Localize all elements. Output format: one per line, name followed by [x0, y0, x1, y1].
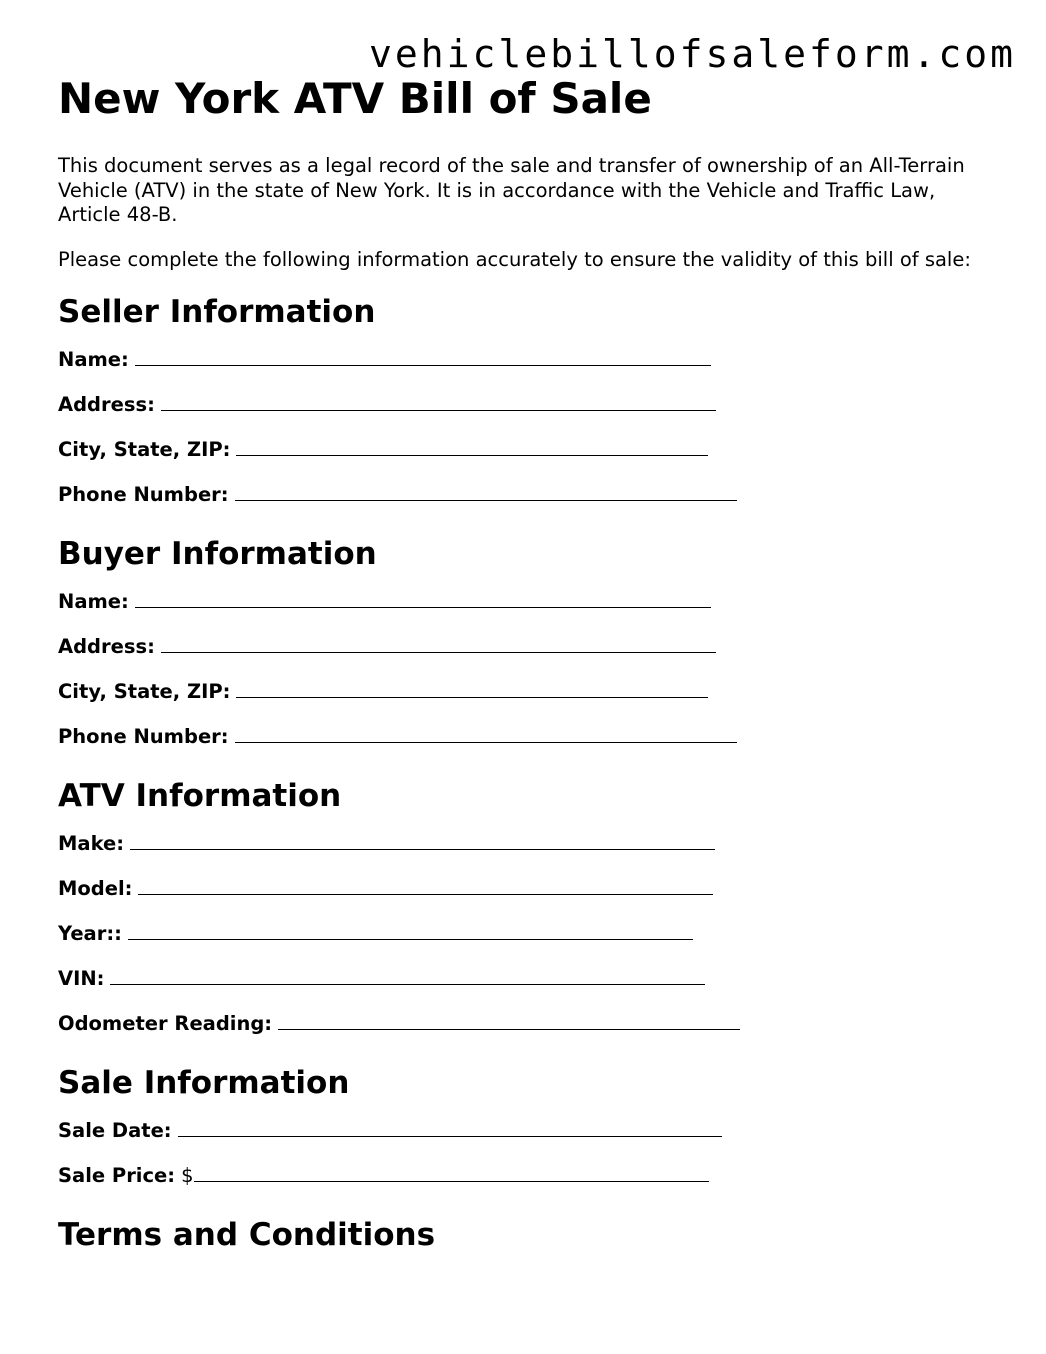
sale-price-field [58, 1162, 978, 1207]
buyer-phone-input[interactable] [235, 724, 737, 743]
buyer-address-field [58, 633, 978, 678]
buyer-phone-field [58, 723, 978, 768]
sale-date-label: Sale Date: [58, 1119, 172, 1142]
sale-section [58, 1063, 978, 1207]
atv-year-field [58, 920, 978, 965]
atv-model-label: Model: [58, 877, 133, 900]
seller-phone-input[interactable] [235, 482, 737, 501]
currency-symbol: $ [181, 1164, 194, 1187]
terms-heading: Terms and Conditions [58, 1217, 436, 1253]
site-watermark: vehiclebillofsaleform.com [369, 32, 1016, 76]
atv-model-field [58, 875, 978, 920]
seller-name-label: Name: [58, 348, 129, 371]
atv-vin-input[interactable] [110, 966, 705, 985]
buyer-heading: Buyer Information [58, 536, 377, 572]
seller-phone-label: Phone Number: [58, 483, 229, 506]
document-page [58, 74, 978, 1255]
sale-date-field [58, 1117, 978, 1162]
atv-model-input[interactable] [138, 876, 713, 895]
buyer-section [58, 534, 978, 768]
seller-name-input[interactable] [135, 347, 711, 366]
seller-name-field [58, 346, 978, 391]
terms-section [58, 1215, 978, 1255]
seller-address-field [58, 391, 978, 436]
atv-odometer-input[interactable] [278, 1011, 740, 1030]
buyer-address-label: Address: [58, 635, 155, 658]
seller-phone-field [58, 481, 978, 526]
buyer-address-input[interactable] [161, 634, 716, 653]
seller-city-label: City, State, ZIP: [58, 438, 231, 461]
buyer-name-input[interactable] [135, 589, 711, 608]
sale-price-label: Sale Price: [58, 1164, 176, 1187]
atv-odometer-label: Odometer Reading: [58, 1012, 273, 1035]
atv-section [58, 776, 978, 1055]
seller-address-label: Address: [58, 393, 155, 416]
seller-city-field [58, 436, 978, 481]
seller-address-input[interactable] [161, 392, 716, 411]
page-title: New York ATV Bill of Sale [58, 74, 652, 123]
atv-odometer-field [58, 1010, 978, 1055]
sale-price-input[interactable] [194, 1163, 709, 1182]
buyer-city-field [58, 678, 978, 723]
seller-section [58, 292, 978, 526]
atv-heading: ATV Information [58, 778, 342, 814]
atv-year-input[interactable] [128, 921, 693, 940]
buyer-city-label: City, State, ZIP: [58, 680, 231, 703]
atv-make-field [58, 830, 978, 875]
seller-city-input[interactable] [236, 437, 708, 456]
seller-heading: Seller Information [58, 294, 376, 330]
buyer-city-input[interactable] [236, 679, 708, 698]
intro-paragraph-1: This document serves as a legal record of the sale and transfer of ownership of an All-Terrain Vehicle (ATV) in the state of New York. It is in accordance with the Vehicle and Traffic Law, Article 48-B. [58, 154, 965, 226]
atv-make-input[interactable] [130, 831, 715, 850]
buyer-phone-label: Phone Number: [58, 725, 229, 748]
buyer-name-field [58, 588, 978, 633]
atv-vin-label: VIN: [58, 967, 105, 990]
buyer-name-label: Name: [58, 590, 129, 613]
atv-make-label: Make: [58, 832, 125, 855]
sale-heading: Sale Information [58, 1065, 350, 1101]
atv-year-label: Year:: [58, 922, 122, 945]
atv-vin-field [58, 965, 978, 1010]
sale-date-input[interactable] [178, 1118, 722, 1137]
intro-paragraph-2: Please complete the following information accurately to ensure the validity of this bill of sale: [58, 247, 971, 271]
